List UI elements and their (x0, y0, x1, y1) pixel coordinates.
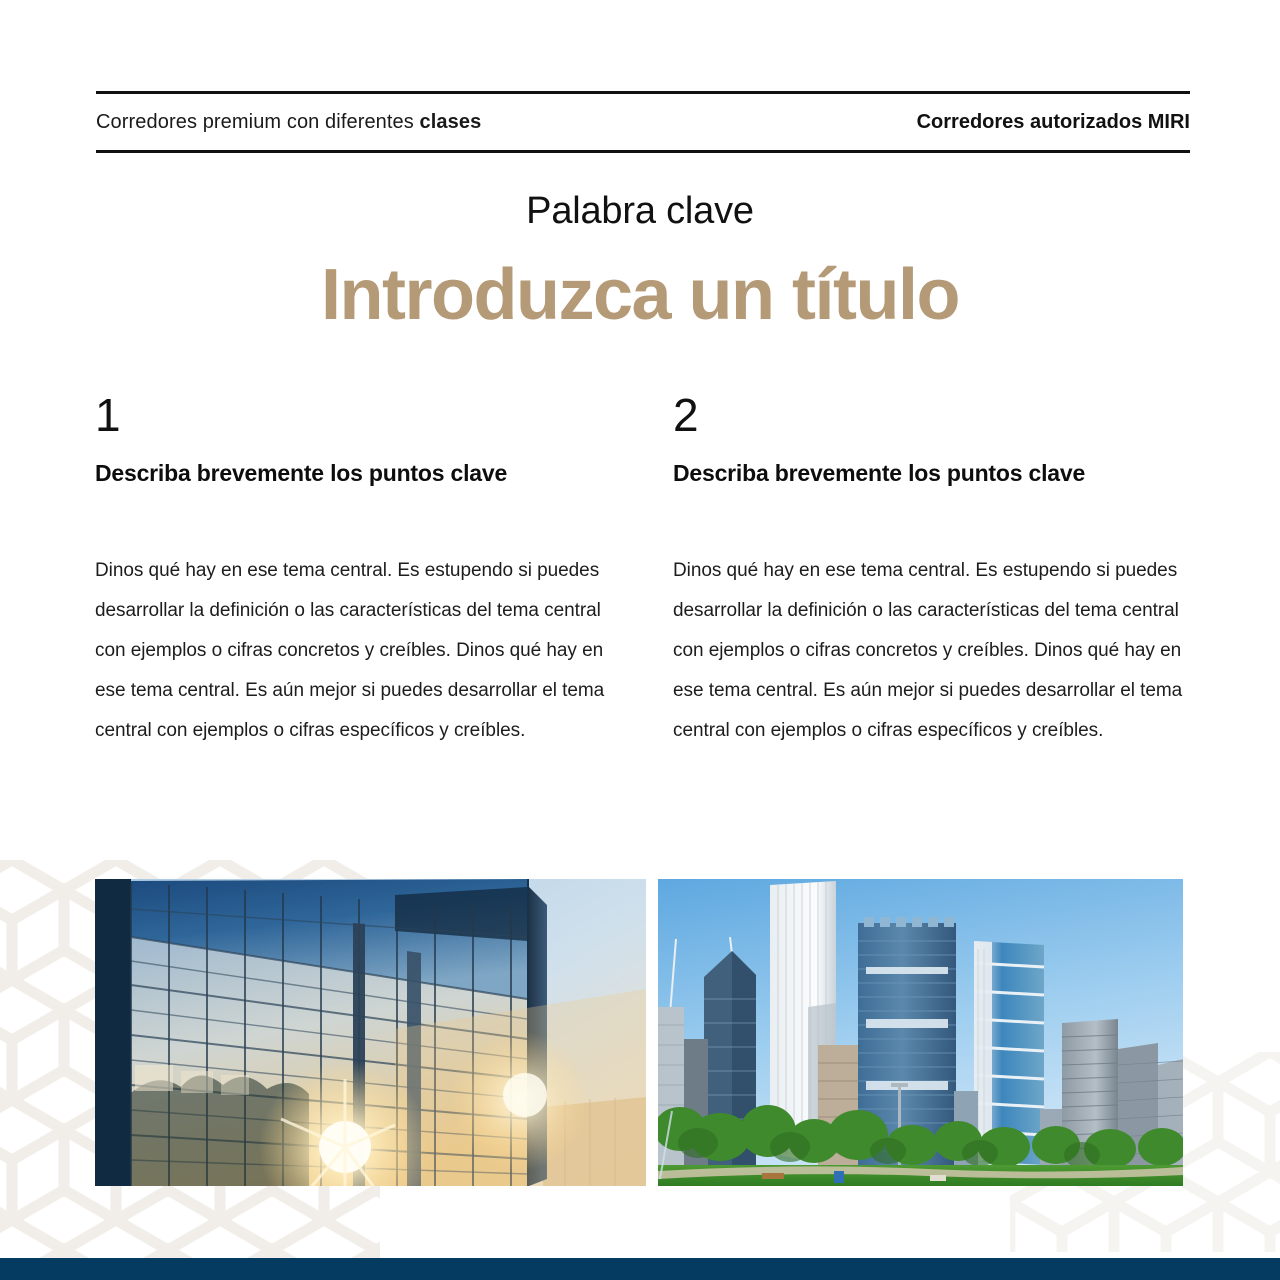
column-1-number: 1 (95, 389, 120, 441)
eyebrow-label: Palabra clave (526, 190, 754, 232)
image-row (95, 879, 1185, 1186)
image-glass-office-building (95, 879, 646, 1186)
column-1-heading: Describa brevemente los puntos clave (95, 460, 508, 486)
column-2-body: Dinos qué hay en ese tema central. Es estupendo si puedes desarrollar la definición o las características del tema central con ejemplos o cifras concretos y creíbles. Dinos qué hay en ese tema central. Es aún mejor si puedes desarrollar el tema central con ejemplos o cifras específicos y creíbles. (673, 560, 1183, 741)
column-1 (95, 389, 607, 751)
column-2 (673, 389, 1185, 751)
header-band (96, 91, 1190, 153)
header-left-text (96, 111, 481, 134)
column-1-body: Dinos qué hay en ese tema central. Es estupendo si puedes desarrollar la definición o las características del tema central con ejemplos o cifras concretos y creíbles. Dinos qué hay en ese tema central. Es aún mejor si puedes desarrollar el tema central con ejemplos o cifras específicos y creíbles. (95, 560, 605, 741)
content-columns (95, 389, 1185, 751)
header-left-plain: Corredores premium con diferentes (96, 110, 420, 133)
column-2-number: 2 (673, 389, 698, 441)
header-right-text: Corredores autorizados MIRI (916, 110, 1190, 133)
column-2-heading: Describa brevemente los puntos clave (673, 460, 1086, 486)
header-left-emphasis: clases (419, 110, 482, 133)
footer-accent-bar (0, 1258, 1280, 1280)
image-city-skyline-park (658, 879, 1183, 1186)
page-title: Introduzca un título (321, 255, 959, 335)
